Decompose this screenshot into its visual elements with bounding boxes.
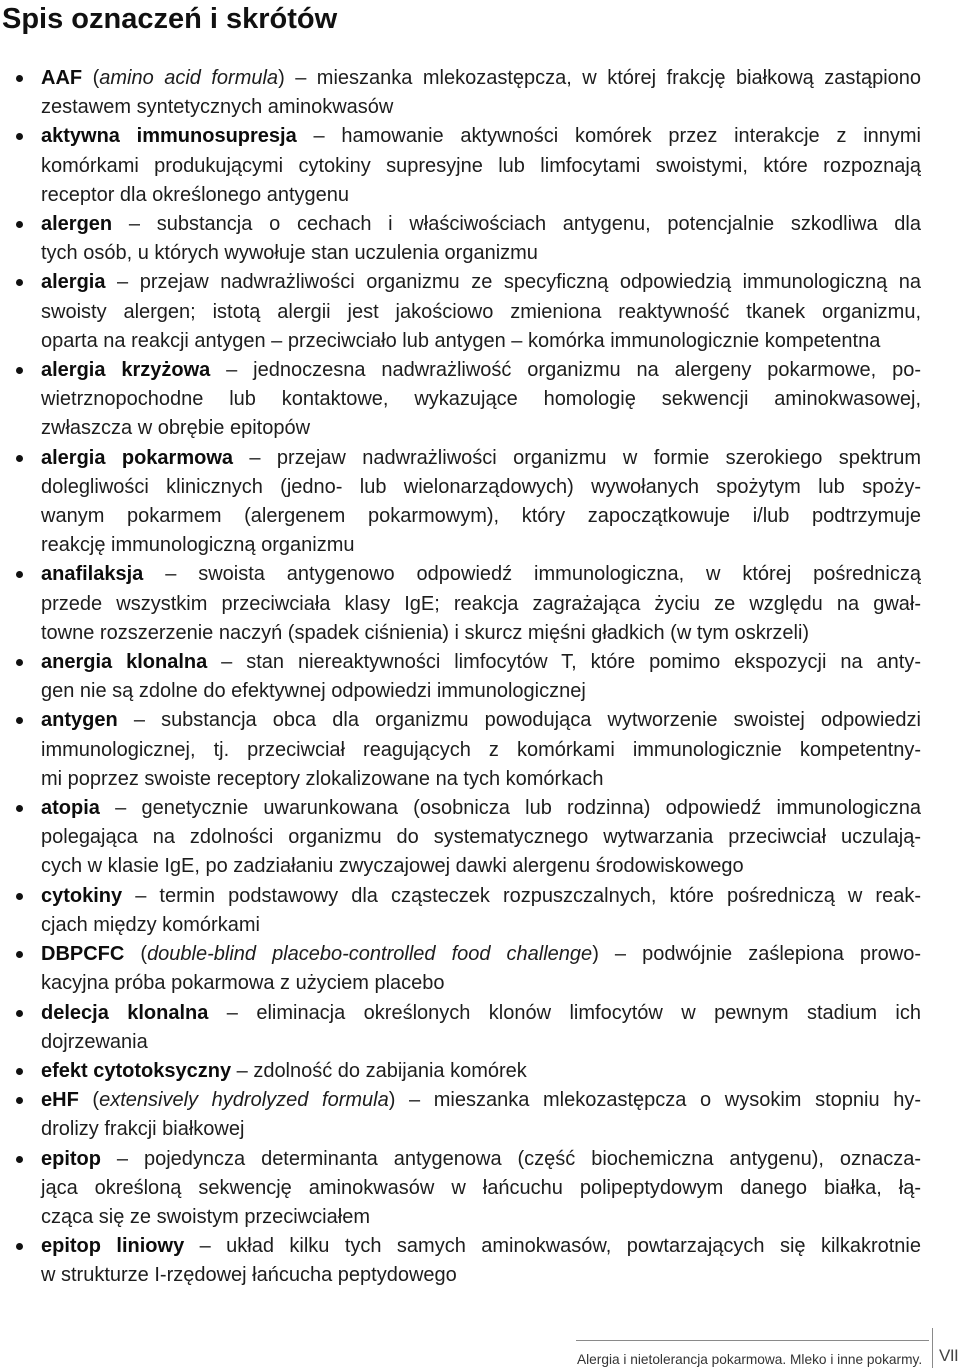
- bullet-icon: [16, 893, 23, 900]
- entry-first-line: [41, 706, 921, 735]
- entry-first-line: [41, 1086, 921, 1115]
- glossary-entry: [41, 882, 921, 940]
- glossary-entry: [41, 1232, 921, 1290]
- term: DBPCFC: [41, 943, 125, 966]
- definition-text: (: [124, 943, 148, 966]
- entry-first-line: [41, 210, 921, 239]
- entry-first-line: [41, 999, 921, 1028]
- term: alergia: [41, 271, 106, 294]
- term: alergen: [41, 213, 113, 236]
- term: epitop liniowy: [41, 1235, 185, 1258]
- footer-book-title: Alergia i nietolerancja pokarmowa. Mleko i inne pokarmy.: [577, 1352, 923, 1367]
- entry-first-line: [41, 122, 921, 151]
- term-expansion: amino acid formula: [99, 67, 279, 89]
- glossary-entry: [41, 210, 921, 268]
- definition-text: – zdolność do zabijania komórek: [231, 1059, 527, 1082]
- definition-line: swoisty alergen; istotą alergii jest jakościowo zmieniona reaktywność tkanek organizmu,: [41, 300, 921, 323]
- bullet-icon: [16, 75, 23, 82]
- entry-first-line: [41, 1232, 921, 1261]
- bullet-icon: [16, 1156, 23, 1163]
- bullet-icon: [16, 659, 23, 666]
- entry-first-line: [41, 794, 921, 823]
- term: efekt cytotoksyczny: [41, 1059, 232, 1082]
- glossary-entry: [41, 1057, 921, 1086]
- term: alergia krzyżowa: [41, 359, 211, 382]
- term-expansion: extensively hydrolyzed formula: [99, 1089, 389, 1112]
- definition-line: gen nie są zdolne do efektywnej odpowiedzi immunologicznej: [41, 680, 586, 703]
- definition-line: polegająca na zdolności organizmu do systematycznego wytwarzania przeciwciał uczulają-: [41, 826, 921, 849]
- bullet-icon: [16, 1243, 23, 1250]
- footer-rule: [576, 1340, 929, 1341]
- glossary-entry: [41, 560, 921, 648]
- entry-first-line: [41, 356, 921, 385]
- definition-line: mi poprzez swoiste receptory zlokalizowane na tych komórkach: [41, 767, 604, 790]
- glossary-entry: [41, 706, 921, 794]
- definition-text: ) – podwójnie zaślepiona prowo-: [592, 943, 921, 966]
- definition-line: dojrzewania: [41, 1030, 148, 1053]
- definition-line: receptor dla określonego antygenu: [41, 183, 349, 206]
- definition-line: cząca się ze swoistym przeciwciałem: [41, 1205, 370, 1228]
- definition-line: immunologicznej, tj. przeciwciał reagujących z komórkami immunologicznie kompetentny-: [41, 738, 921, 761]
- bullet-icon: [16, 279, 23, 286]
- definition-text: (: [82, 67, 100, 89]
- bullet-icon: [16, 571, 23, 578]
- definition-text: – przejaw nadwrażliwości organizmu w formie szerokiego spektrum: [233, 446, 921, 469]
- term: alergia pokarmowa: [41, 446, 234, 469]
- glossary-entry: [41, 444, 921, 561]
- term: cytokiny: [41, 884, 123, 907]
- term: epitop: [41, 1147, 101, 1170]
- definition-line: wietrznopochodne lub kontaktowe, wykazujące homologię sekwencji aminokwasowej,: [41, 388, 921, 411]
- page-title: Spis oznaczeń i skrótów: [2, 3, 338, 35]
- entry-first-line: [41, 560, 921, 589]
- definition-text: ) – mieszanka mlekozastępcza, w której frakcję białkową zastąpiono: [278, 67, 922, 89]
- term: atopia: [41, 797, 100, 820]
- definition-line: oparta na reakcji antygen – przeciwciało lub antygen – komórka immunologicznie kompetentna: [41, 329, 881, 352]
- definition-text: – przejaw nadwrażliwości organizmu ze specyficzną odpowiedzią immunologiczną na: [105, 271, 921, 294]
- definition-line: jąca określoną sekwencję aminokwasów w łańcuchu polipeptydowym danego białka, łą-: [41, 1176, 921, 1199]
- term-expansion: double-blind placebo-controlled food challenge: [147, 943, 593, 966]
- bullet-icon: [16, 717, 23, 724]
- term: delecja klonalna: [41, 1001, 209, 1024]
- definition-text: (: [78, 1089, 100, 1112]
- definition-line: reakcję immunologiczną organizmu: [41, 534, 355, 557]
- glossary-list: [41, 64, 921, 1291]
- entry-first-line: [41, 882, 921, 911]
- definition-line: cych w klasie IgE, po zadziałaniu zwyczajowej dawki alergenu środowiskowego: [41, 855, 744, 878]
- footer-divider: [932, 1328, 933, 1368]
- term: eHF: [41, 1089, 79, 1112]
- entry-first-line: [41, 1145, 921, 1174]
- definition-text: – stan niereaktywności limfocytów T, które pomimo ekspozycji na anty-: [207, 651, 921, 674]
- bullet-icon: [16, 951, 23, 958]
- bullet-icon: [16, 221, 23, 228]
- term: anergia klonalna: [41, 651, 208, 674]
- definition-line: dolegliwości klinicznych (jedno- lub wielonarządowych) wywołanych spożytym lub spoży-: [41, 475, 921, 498]
- definition-text: ) – mieszanka mlekozastępcza o wysokim stopniu hy-: [388, 1089, 921, 1112]
- term: AAF: [41, 67, 83, 89]
- definition-text: – substancja obca dla organizmu powodująca wytworzenie swoistej odpowiedzi: [117, 709, 921, 732]
- bullet-icon: [16, 455, 23, 462]
- glossary-entry: [41, 940, 921, 998]
- glossary-entry: [41, 122, 921, 210]
- entry-first-line: [41, 1057, 921, 1086]
- definition-text: – układ kilku tych samych aminokwasów, powtarzających się kilkakrotnie: [184, 1235, 921, 1258]
- bullet-icon: [16, 367, 23, 374]
- definition-text: – hamowanie aktywności komórek przez interakcje z innymi: [296, 125, 921, 148]
- definition-line: zwłaszcza w obrębie epitopów: [41, 417, 311, 440]
- term: aktywna immunosupresja: [41, 125, 297, 148]
- definition-text: – substancja o cechach i właściwościach antygenu, potencjalnie szkodliwa dla: [112, 213, 921, 236]
- term: anafilaksja: [41, 563, 144, 586]
- definition-line: drolizy frakcji białkowej: [41, 1118, 245, 1141]
- entry-first-line: [41, 444, 921, 473]
- glossary-entry: [41, 1086, 921, 1144]
- definition-line: wanym pokarmem (alergenem pokarmowym), który zapoczątkowuje i/lub podtrzymuje: [41, 505, 921, 528]
- entry-first-line: [41, 268, 921, 297]
- glossary-entry: [41, 356, 921, 444]
- bullet-icon: [16, 1097, 23, 1104]
- definition-line: tych osób, u których wywołuje stan uczulenia organizmu: [41, 242, 538, 265]
- page-number: VII: [939, 1346, 959, 1365]
- bullet-icon: [16, 1010, 23, 1017]
- glossary-entry: [41, 268, 921, 356]
- glossary-entry: [41, 999, 921, 1057]
- definition-line: kacyjna próba pokarmowa z użyciem placebo: [41, 972, 445, 995]
- definition-text: – pojedyncza determinanta antygenowa (część biochemiczna antygenu), oznacza-: [101, 1147, 921, 1170]
- definition-line: towne rozszerzenie naczyń (spadek ciśnienia) i skurcz mięśni gładkich (w tym oskrzeli): [41, 621, 810, 644]
- bullet-icon: [16, 805, 23, 812]
- definition-text: – termin podstawowy dla cząsteczek rozpuszczalnych, które pośredniczą w reak-: [122, 884, 921, 907]
- definition-line: komórkami produkującymi cytokiny supresyjne lub limfocytami swoistymi, które rozpoznają: [41, 154, 921, 177]
- glossary-entry: [41, 648, 921, 706]
- term: antygen: [41, 709, 118, 732]
- definition-line: przede wszystkim przeciwciała klasy IgE; reakcja zagrażająca życiu ze względu na gwał-: [41, 592, 921, 615]
- definition-line: cjach między komórkami: [41, 913, 260, 936]
- definition-text: – genetycznie uwarunkowana (osobnicza lub rodzinna) odpowiedź immunologiczna: [99, 797, 921, 820]
- bullet-icon: [16, 1068, 23, 1075]
- glossary-entry: [41, 1145, 921, 1233]
- entry-first-line: [41, 64, 921, 93]
- definition-line: zestawem syntetycznych aminokwasów: [41, 96, 394, 119]
- glossary-entry: [41, 64, 921, 122]
- definition-text: – jednoczesna nadwrażliwość organizmu na alergeny pokarmowe, po-: [210, 359, 921, 382]
- definition-text: – swoista antygenowo odpowiedź immunologiczna, w której pośredniczą: [143, 563, 921, 586]
- bullet-icon: [16, 133, 23, 140]
- glossary-entry: [41, 794, 921, 882]
- definition-text: – eliminacja określonych klonów limfocytów w pewnym stadium ich: [208, 1001, 921, 1024]
- entry-first-line: [41, 940, 921, 969]
- definition-line: w strukturze I-rzędowej łańcucha peptydowego: [41, 1264, 457, 1287]
- entry-first-line: [41, 648, 921, 677]
